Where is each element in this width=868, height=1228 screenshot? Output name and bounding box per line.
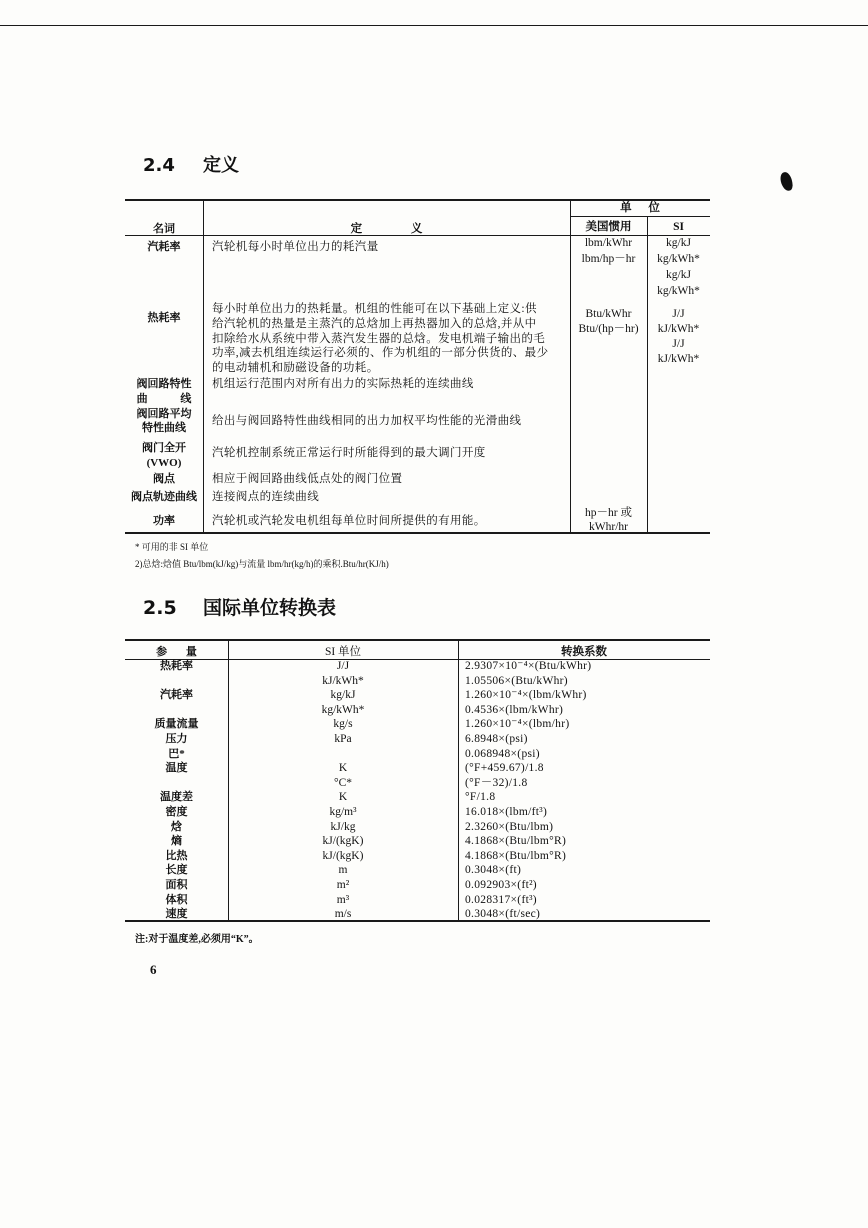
conversion-factor: (°F－32)/1.8 <box>465 776 528 789</box>
header-conversion-factor: 转换系数 <box>561 646 607 658</box>
conversion-factor: 2.3260×(Btu/lbm) <box>465 820 554 833</box>
term: 阀回路平均 <box>136 408 192 420</box>
si-unit: kg/kJ <box>666 237 691 249</box>
conversion-factor: 1.05506×(Btu/kWhr) <box>465 674 568 687</box>
parameter: 密度 <box>165 806 188 818</box>
def-table-unit-rule <box>570 216 710 217</box>
si-unit: J/J <box>672 338 685 350</box>
si-unit: K <box>338 791 348 804</box>
conversion-factor: (°F+459.67)/1.8 <box>465 762 544 775</box>
definition-line: 功率,减去机组连续运行必须的、作为机组的一部分供货的、最少 <box>212 347 549 359</box>
conversion-factor: 0.028317×(ft³) <box>465 893 537 906</box>
term: 功率 <box>153 515 175 527</box>
definition-line: 的电动辅机和励磁设备的功耗。 <box>212 362 379 374</box>
header-si-unit: SI 单位 <box>324 646 362 658</box>
parameter: 熵 <box>171 835 182 848</box>
term: 曲 线 <box>136 393 192 405</box>
conversion-factor: 0.068948×(psi) <box>465 747 540 760</box>
us-unit: Btu/(hp－hr) <box>578 323 639 335</box>
term: 阀点 <box>153 473 175 485</box>
definition-line: 扣除给水从系统中带入蒸汽发生器的总焓。发电机端子输出的毛 <box>212 333 546 345</box>
si-unit: kJ/kWh* <box>657 323 700 335</box>
def-table-col-divider <box>203 200 204 533</box>
definition-line: 相应于阀回路曲线低点处的阀门位置 <box>212 473 403 485</box>
si-unit: kJ/kWh* <box>657 353 700 365</box>
us-unit: lbm/hp－hr <box>581 253 636 265</box>
si-unit: kg/kWh* <box>321 703 365 716</box>
parameter: 比热 <box>165 849 188 862</box>
header-term: 名词 <box>153 223 175 235</box>
si-unit: m³ <box>336 893 350 906</box>
term: 阀回路特性 <box>136 378 192 390</box>
term: 汽耗率 <box>147 241 181 253</box>
si-unit: kJ/(kgK) <box>322 849 364 862</box>
conversion-factor: 0.092903×(ft²) <box>465 879 537 891</box>
si-unit: kg/m³ <box>329 806 357 818</box>
header-unit: 单 位 <box>620 202 660 214</box>
parameter: 质量流量 <box>154 718 199 731</box>
parameter: 温度差 <box>160 791 193 804</box>
us-unit: lbm/kWhr <box>584 237 633 249</box>
us-unit: Btu/kWhr <box>585 308 632 320</box>
definition-line: 机组运行范围内对所有出力的实际热耗的连续曲线 <box>212 378 474 390</box>
term: 热耗率 <box>147 312 181 324</box>
footnote: * 可用的非 SI 单位 <box>135 542 209 552</box>
scan-blemish <box>779 171 794 192</box>
si-unit: J/J <box>672 308 685 320</box>
si-unit: m <box>338 864 348 877</box>
si-unit: kg/kWh* <box>657 285 700 297</box>
conversion-factor: 0.3048×(ft) <box>465 864 522 877</box>
header-parameter: 参 量 <box>156 646 197 658</box>
term: 阀门全开 <box>142 442 186 454</box>
section-2-4-number: 2.4 <box>143 155 175 176</box>
term: 特性曲线 <box>142 422 186 434</box>
si-unit: kJ/(kgK) <box>322 835 364 848</box>
table-note: 注:对于温度差,必须用“K”。 <box>135 934 259 945</box>
parameter: 体积 <box>165 893 188 906</box>
conversion-factor: 1.260×10⁻⁴×(lbm/kWhr) <box>465 689 587 702</box>
parameter: 温度 <box>165 762 188 775</box>
us-unit: kWhr/hr <box>589 521 628 533</box>
term: (VWO) <box>146 457 182 469</box>
si-unit: J/J <box>336 660 350 672</box>
conversion-factor: 1.260×10⁻⁴×(lbm/hr) <box>465 718 570 731</box>
conversion-factor: 4.1868×(Btu/lbm°R) <box>465 849 567 862</box>
conv-table-top-rule <box>125 639 710 641</box>
conversion-factor: 0.3048×(ft/sec) <box>465 907 541 920</box>
header-si: SI <box>673 221 684 233</box>
definition-line: 汽轮机每小时单位出力的耗汽量 <box>212 241 379 253</box>
header-us-customary: 美国惯用 <box>585 221 632 233</box>
parameter: 长度 <box>165 864 188 877</box>
parameter: 热耗率 <box>160 660 193 672</box>
si-unit: kg/kJ <box>330 689 356 702</box>
si-unit: kg/kWh* <box>657 253 700 265</box>
definition-line: 汽轮机或汽轮发电机组每单位时间所提供的有用能。 <box>212 515 486 527</box>
definition-line: 给出与阀回路特性曲线相同的出力加权平均性能的光滑曲线 <box>212 415 522 427</box>
conversion-factor: 6.8948×(psi) <box>465 733 528 745</box>
si-unit: kJ/kWh* <box>322 674 364 687</box>
si-unit: kg/kJ <box>666 269 691 281</box>
conversion-factor: °F/1.8 <box>465 791 496 804</box>
section-2-4-title: 定义 <box>203 155 239 176</box>
definition-line: 给汽轮机的热量是主蒸汽的总焓加上再热器加入的总焓,并从中 <box>212 318 537 330</box>
section-2-5-title: 国际单位转换表 <box>203 597 337 619</box>
us-unit: hp－hr 或 <box>585 507 632 519</box>
si-unit: m/s <box>334 907 352 920</box>
conversion-factor: 2.9307×10⁻⁴×(Btu/kWhr) <box>465 660 592 672</box>
si-unit: m² <box>336 879 350 891</box>
section-2-5-number: 2.5 <box>143 597 177 619</box>
footnote: 2)总焓:焓值 Btu/lbm(kJ/kg)与流量 lbm/hr(kg/h)的乘积.Btu/hr(KJ/h) <box>135 559 389 569</box>
si-unit: kg/s <box>333 718 353 731</box>
page-top-rule <box>0 25 868 26</box>
header-definition: 定 义 <box>350 223 423 235</box>
parameter: 压力 <box>165 733 188 745</box>
parameter: 巴* <box>168 747 185 760</box>
si-unit: kPa <box>334 733 352 745</box>
si-unit: kJ/kg <box>330 820 356 833</box>
si-unit: °C* <box>333 776 353 789</box>
term: 阀点轨迹曲线 <box>131 491 197 503</box>
definition-line: 每小时单位出力的热耗量。机组的性能可在以下基础上定义:供 <box>212 303 537 315</box>
definition-line: 汽轮机控制系统正常运行时所能得到的最大调门开度 <box>212 447 486 459</box>
conversion-factor: 4.1868×(Btu/lbm°R) <box>465 835 567 848</box>
definition-line: 连接阀点的连续曲线 <box>212 491 320 503</box>
parameter: 焓 <box>171 820 182 833</box>
page-number: 6 <box>150 962 157 977</box>
si-unit: K <box>338 762 348 775</box>
conversion-factor: 0.4536×(lbm/kWhr) <box>465 703 564 716</box>
conversion-factor: 16.018×(lbm/ft³) <box>465 806 548 818</box>
parameter: 汽耗率 <box>160 689 193 702</box>
parameter: 面积 <box>165 879 188 891</box>
parameter: 速度 <box>165 907 188 920</box>
conv-table-col-divider <box>458 640 459 921</box>
